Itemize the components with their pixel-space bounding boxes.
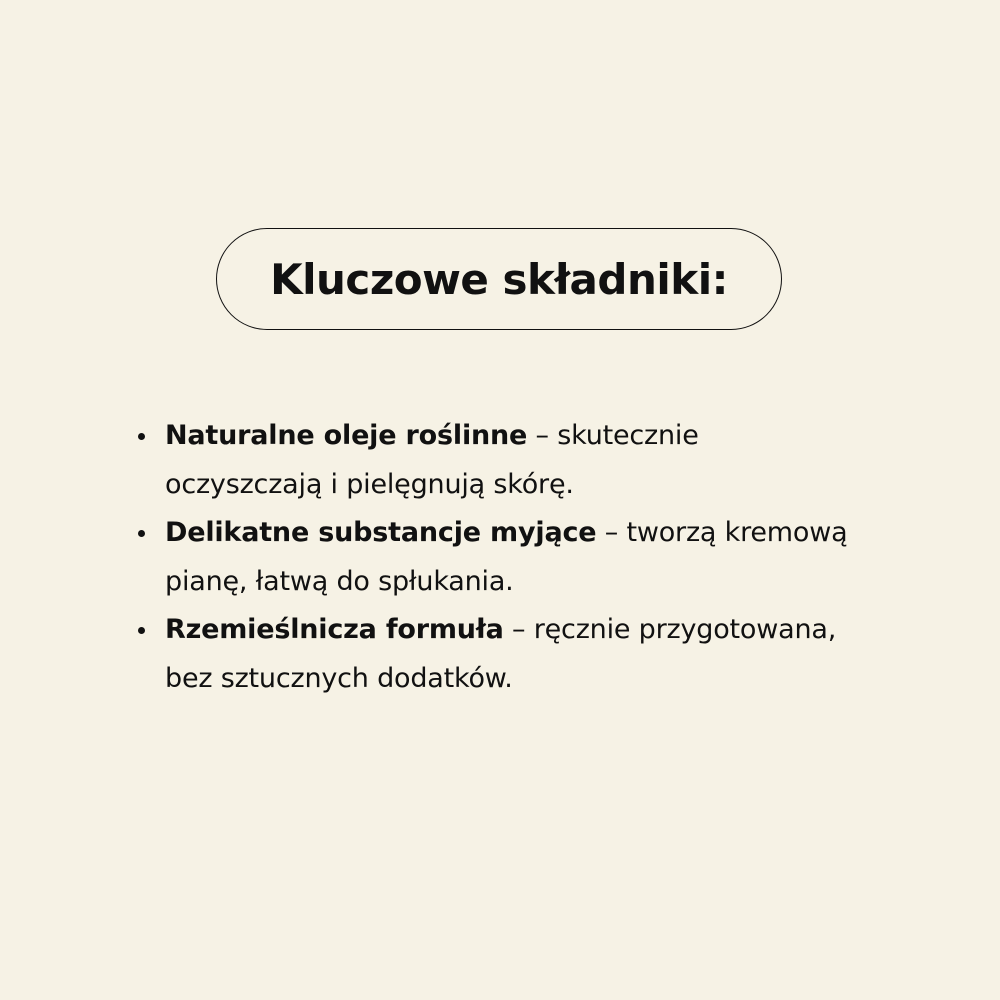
list-item [138, 606, 858, 703]
ingredient-term: Delikatne substancje myjące [165, 517, 597, 548]
ingredient-description: – ręcznie przygotowana, bez sztucznych dodatków. [165, 614, 837, 694]
ingredient-term: Naturalne oleje roślinne [165, 420, 528, 451]
ingredients-list [138, 412, 858, 703]
bullet-icon [138, 433, 145, 440]
list-item [138, 509, 858, 606]
list-item [138, 412, 858, 509]
ingredient-term: Rzemieślnicza formuła [165, 614, 504, 645]
bullet-icon [138, 530, 145, 537]
heading-title: Kluczowe składniki: [270, 254, 728, 304]
ingredient-description: – tworzą kremową pianę, łatwą do spłukania. [165, 517, 848, 597]
heading-pill [216, 228, 782, 330]
ingredient-description: – skutecznie oczyszczają i pielęgnują skórę. [165, 420, 699, 500]
bullet-icon [138, 627, 145, 634]
